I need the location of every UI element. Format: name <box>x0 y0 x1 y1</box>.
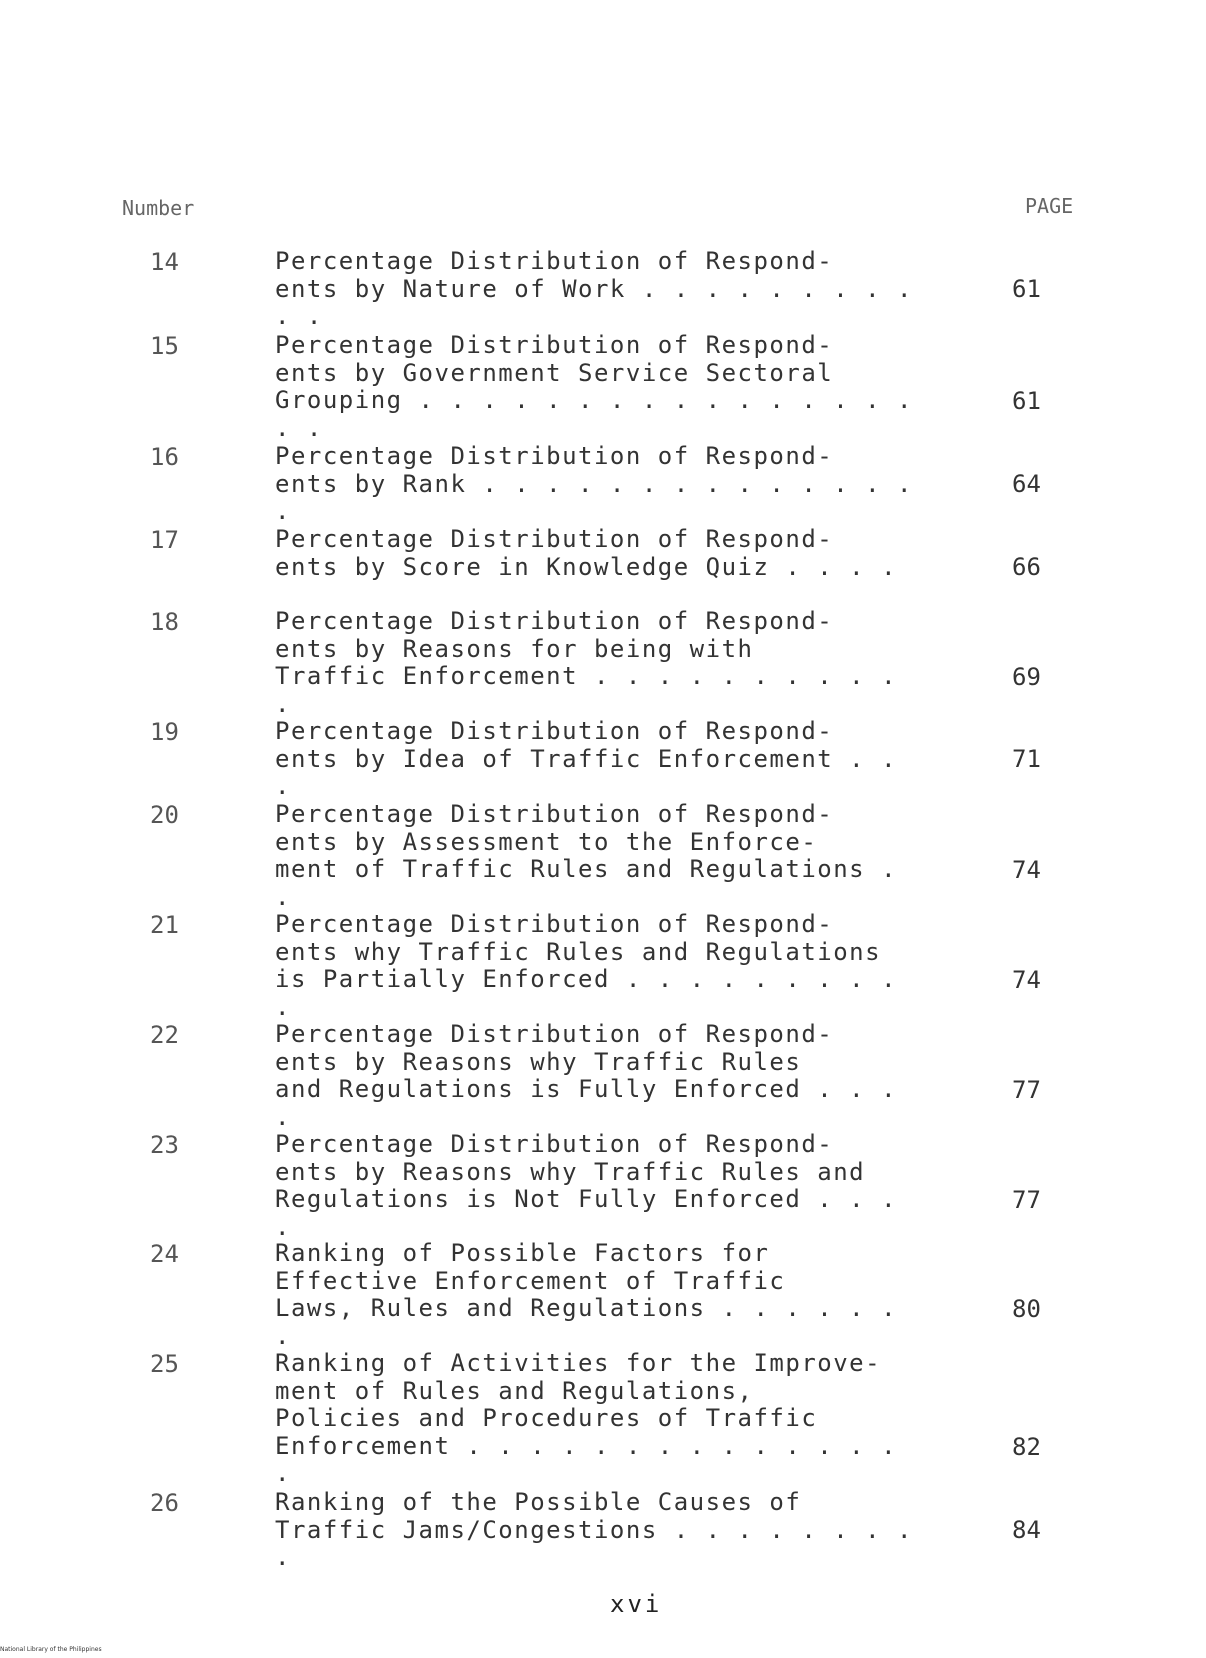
entry-title: Ranking of Activities for the Improve- ment of Rules and Regulations, Policies and Procedures of Traffic Enforcement . . . . . . . . . . . . . . . <box>275 1349 898 1487</box>
entry-page: 80 <box>1012 1295 1041 1323</box>
entry-number: 20 <box>150 801 179 829</box>
entry-number: 15 <box>150 332 179 360</box>
entry-page: 74 <box>1012 966 1041 994</box>
entry-page: 84 <box>1012 1516 1041 1544</box>
entry-number: 21 <box>150 911 179 939</box>
entry-page: 64 <box>1012 470 1041 498</box>
entry-page: 82 <box>1012 1433 1041 1461</box>
entry-number: 17 <box>150 526 179 554</box>
page-column-header: PAGE <box>1025 194 1074 218</box>
footer-label: National Library of the Philippines <box>0 1646 102 1653</box>
entry-title: Percentage Distribution of Respond- ents by Rank . . . . . . . . . . . . . . . <box>275 442 913 525</box>
entry-number: 26 <box>150 1489 179 1517</box>
entry-page: 77 <box>1012 1186 1041 1214</box>
page-number: xvi <box>610 1590 663 1618</box>
entry-number: 19 <box>150 718 179 746</box>
entry-number: 18 <box>150 608 179 636</box>
number-column-header: Number <box>122 196 195 220</box>
entry-number: 14 <box>150 248 179 276</box>
entry-title: Ranking of the Possible Causes of Traffic Jams/Congestions . . . . . . . . . <box>275 1488 913 1571</box>
entry-number: 22 <box>150 1021 179 1049</box>
entry-title: Percentage Distribution of Respond- ents by Idea of Traffic Enforcement . . . <box>275 717 898 800</box>
entry-page: 66 <box>1012 553 1041 581</box>
entry-title: Percentage Distribution of Respond- ents by Assessment to the Enforce- ment of Traffic Rules and Regulations . . <box>275 800 898 911</box>
entry-page: 61 <box>1012 275 1041 303</box>
entry-title: Percentage Distribution of Respond- ents by Nature of Work . . . . . . . . . . . <box>275 247 913 330</box>
entry-title: Ranking of Possible Factors for Effective Enforcement of Traffic Laws, Rules and Regulations . . . . . . . <box>275 1239 898 1350</box>
entry-number: 16 <box>150 443 179 471</box>
entry-page: 74 <box>1012 856 1041 884</box>
entry-page: 61 <box>1012 387 1041 415</box>
entry-number: 23 <box>150 1131 179 1159</box>
entry-page: 77 <box>1012 1076 1041 1104</box>
entry-title: Percentage Distribution of Respond- ents why Traffic Rules and Regulations is Partially Enforced . . . . . . . . . . <box>275 910 898 1021</box>
entry-title: Percentage Distribution of Respond- ents by Reasons why Traffic Rules and Regulations is Fully Enforced . . . . <box>275 1020 898 1131</box>
entry-number: 25 <box>150 1350 179 1378</box>
entry-page: 69 <box>1012 663 1041 691</box>
entry-title: Percentage Distribution of Respond- ents by Government Service Sectoral Grouping . . . . . . . . . . . . . . . . . . <box>275 331 913 442</box>
entry-page: 71 <box>1012 745 1041 773</box>
entry-number: 24 <box>150 1240 179 1268</box>
entry-title: Percentage Distribution of Respond- ents by Reasons why Traffic Rules and Regulations is Not Fully Enforced . . . . <box>275 1130 898 1241</box>
entry-title: Percentage Distribution of Respond- ents by Score in Knowledge Quiz . . . . <box>275 525 898 581</box>
entry-title: Percentage Distribution of Respond- ents by Reasons for being with Traffic Enforcement . . . . . . . . . . . <box>275 607 898 718</box>
